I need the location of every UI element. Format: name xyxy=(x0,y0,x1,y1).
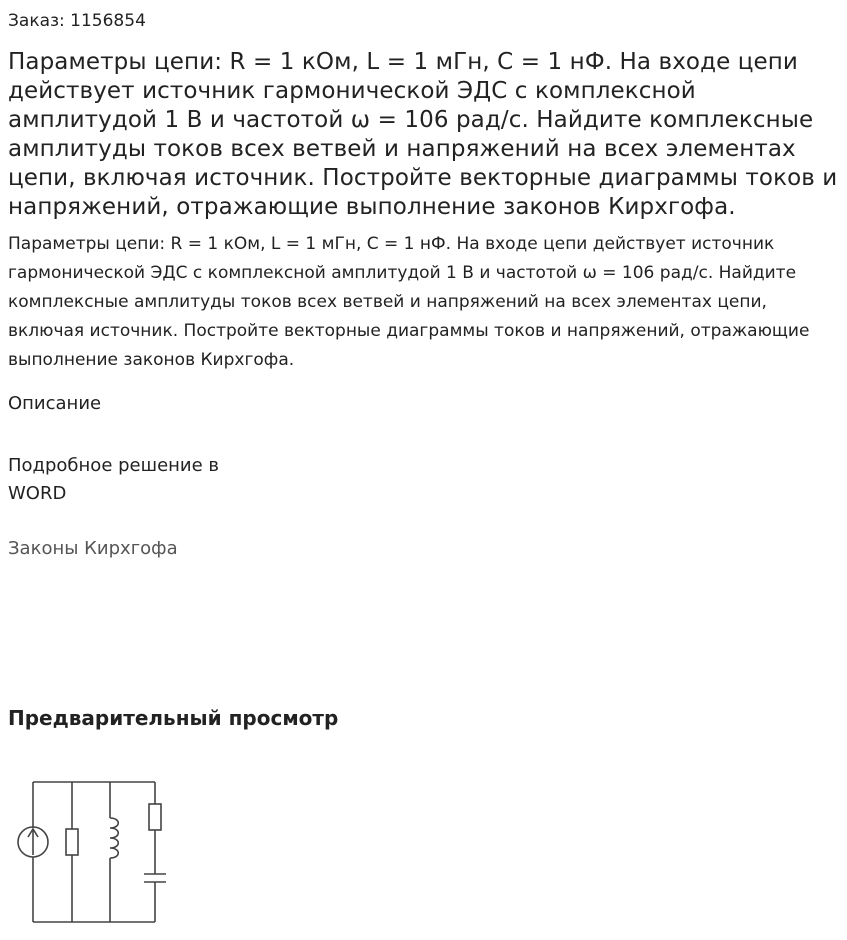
page-content xyxy=(8,0,840,731)
resistor-icon xyxy=(66,829,78,855)
description-label: Описание xyxy=(8,393,102,414)
order-number: Заказ: 1156854 xyxy=(8,11,146,31)
tag-link-kirchhoff[interactable]: Законы Кирхгофа xyxy=(8,538,178,559)
inductor-icon xyxy=(110,818,118,858)
description-body: Подробное решение в WORD xyxy=(8,455,220,504)
task-title: Параметры цепи: R = 1 кОм, L = 1 мГн, C = 1 нФ. На входе цепи действует источник гармонической ЭДС с комплексной амплитудой 1 В и частотой ω = 106 рад/с. Найдите комплексные амплитуды токов всех ветвей и напряжений на всех элементах цепи, включая источник. Постройте векторные диаграммы токов и напряжений, отражающие выполнение законов Кирхгофа. xyxy=(8,49,838,220)
resistor-2-icon xyxy=(149,804,161,830)
preview-title: Предварительный просмотр xyxy=(8,706,339,730)
circuit-preview-image[interactable] xyxy=(0,770,180,930)
circuit-diagram xyxy=(0,770,180,930)
task-text: Параметры цепи: R = 1 кОм, L = 1 мГн, C = 1 нФ. На входе цепи действует источник гармонической ЭДС с комплексной амплитудой 1 В и частотой ω = 106 рад/с. Найдите комплексные амплитуды токов всех ветвей и напряжений на всех элементах цепи, включая источник. Постройте векторные диаграммы токов и напряжений, отражающие выполнение законов Кирхгофа. xyxy=(8,234,810,370)
